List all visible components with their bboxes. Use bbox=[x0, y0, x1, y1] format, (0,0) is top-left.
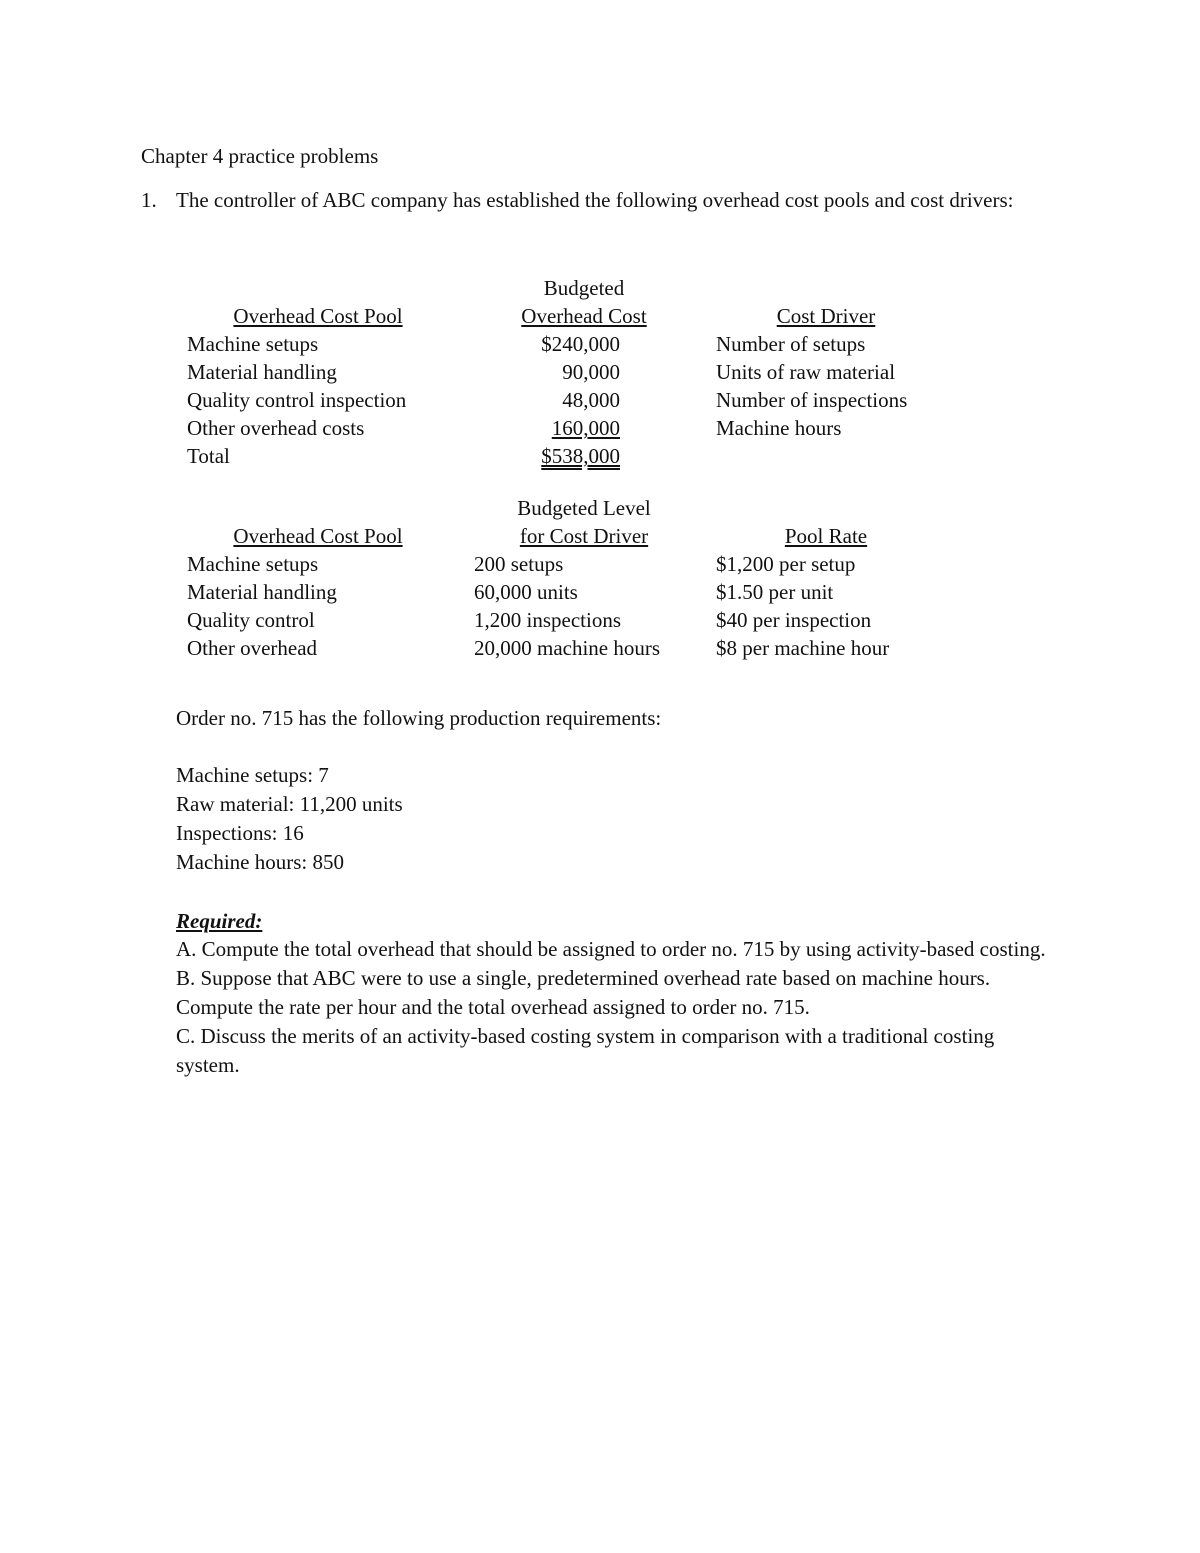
cell-rate: $1.50 per unit bbox=[716, 580, 834, 604]
overhead-cost-table bbox=[0, 274, 1200, 470]
production-requirements-list bbox=[176, 761, 403, 877]
table-row bbox=[0, 550, 1200, 578]
cell-rate: $1,200 per setup bbox=[716, 552, 856, 576]
cell-cost: 160,000 bbox=[551, 416, 620, 440]
problem-intro: The controller of ABC company has established the following overhead cost pools and cost drivers: bbox=[176, 188, 1014, 212]
header-overhead-cost: Overhead Cost bbox=[521, 304, 647, 328]
cell-driver: Number of setups bbox=[716, 332, 866, 356]
header-for-cost-driver: for Cost Driver bbox=[519, 524, 649, 548]
cell-level: 60,000 units bbox=[474, 580, 578, 604]
cell-cost: $240,000 bbox=[541, 332, 620, 356]
question-b: B. Suppose that ABC were to use a single, predetermined overhead rate based on machine hours. Compute the rate per hour and the total overhead assigned to order no. 715. bbox=[176, 966, 991, 1019]
problem-number: 1. bbox=[141, 188, 157, 212]
table-row bbox=[0, 358, 1200, 386]
cell-level: 20,000 machine hours bbox=[474, 636, 661, 660]
cell-driver: Units of raw material bbox=[716, 360, 896, 384]
cell-pool: Quality control inspection bbox=[187, 388, 407, 412]
cell-pool: Material handling bbox=[187, 580, 337, 604]
cell-total-cost: $538,000 bbox=[541, 444, 620, 468]
table-row bbox=[0, 414, 1200, 442]
table-total-row bbox=[0, 442, 1200, 470]
required-heading: Required: bbox=[176, 909, 263, 933]
cell-pool: Total bbox=[187, 444, 230, 468]
table-header-row bbox=[0, 274, 1200, 302]
cell-pool: Machine setups bbox=[187, 332, 319, 356]
cell-rate: $8 per machine hour bbox=[716, 636, 890, 660]
cell-pool: Quality control bbox=[187, 608, 315, 632]
table-row bbox=[0, 386, 1200, 414]
cell-pool: Machine setups bbox=[187, 552, 319, 576]
question-a: A. Compute the total overhead that should be assigned to order no. 715 by using activity-based costing. bbox=[176, 937, 1046, 961]
pool-rate-table bbox=[0, 494, 1200, 662]
list-item: Machine setups: 7 bbox=[176, 763, 329, 787]
cell-level: 1,200 inspections bbox=[474, 608, 621, 632]
cell-pool: Other overhead bbox=[187, 636, 318, 660]
cell-driver: Machine hours bbox=[716, 416, 842, 440]
header-budgeted-level: Budgeted Level bbox=[517, 496, 651, 520]
cell-cost: 90,000 bbox=[562, 360, 620, 384]
table-header-row bbox=[0, 522, 1200, 550]
table-header-row bbox=[0, 494, 1200, 522]
header-cost-driver: Cost Driver bbox=[776, 304, 876, 328]
table-row bbox=[0, 606, 1200, 634]
chapter-title: Chapter 4 practice problems bbox=[141, 144, 379, 168]
table-row bbox=[0, 634, 1200, 662]
cell-pool: Material handling bbox=[187, 360, 337, 384]
table-row bbox=[0, 330, 1200, 358]
cell-cost: 48,000 bbox=[562, 388, 620, 412]
cell-level: 200 setups bbox=[474, 552, 564, 576]
question-c: C. Discuss the merits of an activity-based costing system in comparison with a traditional costing system. bbox=[176, 1024, 995, 1077]
header-overhead-cost-pool: Overhead Cost Pool bbox=[233, 524, 403, 548]
order-intro: Order no. 715 has the following production requirements: bbox=[176, 706, 662, 730]
table-row bbox=[0, 578, 1200, 606]
list-item: Raw material: 11,200 units bbox=[176, 792, 403, 816]
cell-driver: Number of inspections bbox=[716, 388, 908, 412]
questions-list bbox=[176, 935, 1046, 1080]
list-item: Inspections: 16 bbox=[176, 821, 304, 845]
header-pool-rate: Pool Rate bbox=[784, 524, 868, 548]
list-item: Machine hours: 850 bbox=[176, 850, 344, 874]
cell-rate: $40 per inspection bbox=[716, 608, 872, 632]
header-budgeted: Budgeted bbox=[543, 276, 625, 300]
cell-pool: Other overhead costs bbox=[187, 416, 365, 440]
header-overhead-cost-pool: Overhead Cost Pool bbox=[233, 304, 403, 328]
table-header-row bbox=[0, 302, 1200, 330]
